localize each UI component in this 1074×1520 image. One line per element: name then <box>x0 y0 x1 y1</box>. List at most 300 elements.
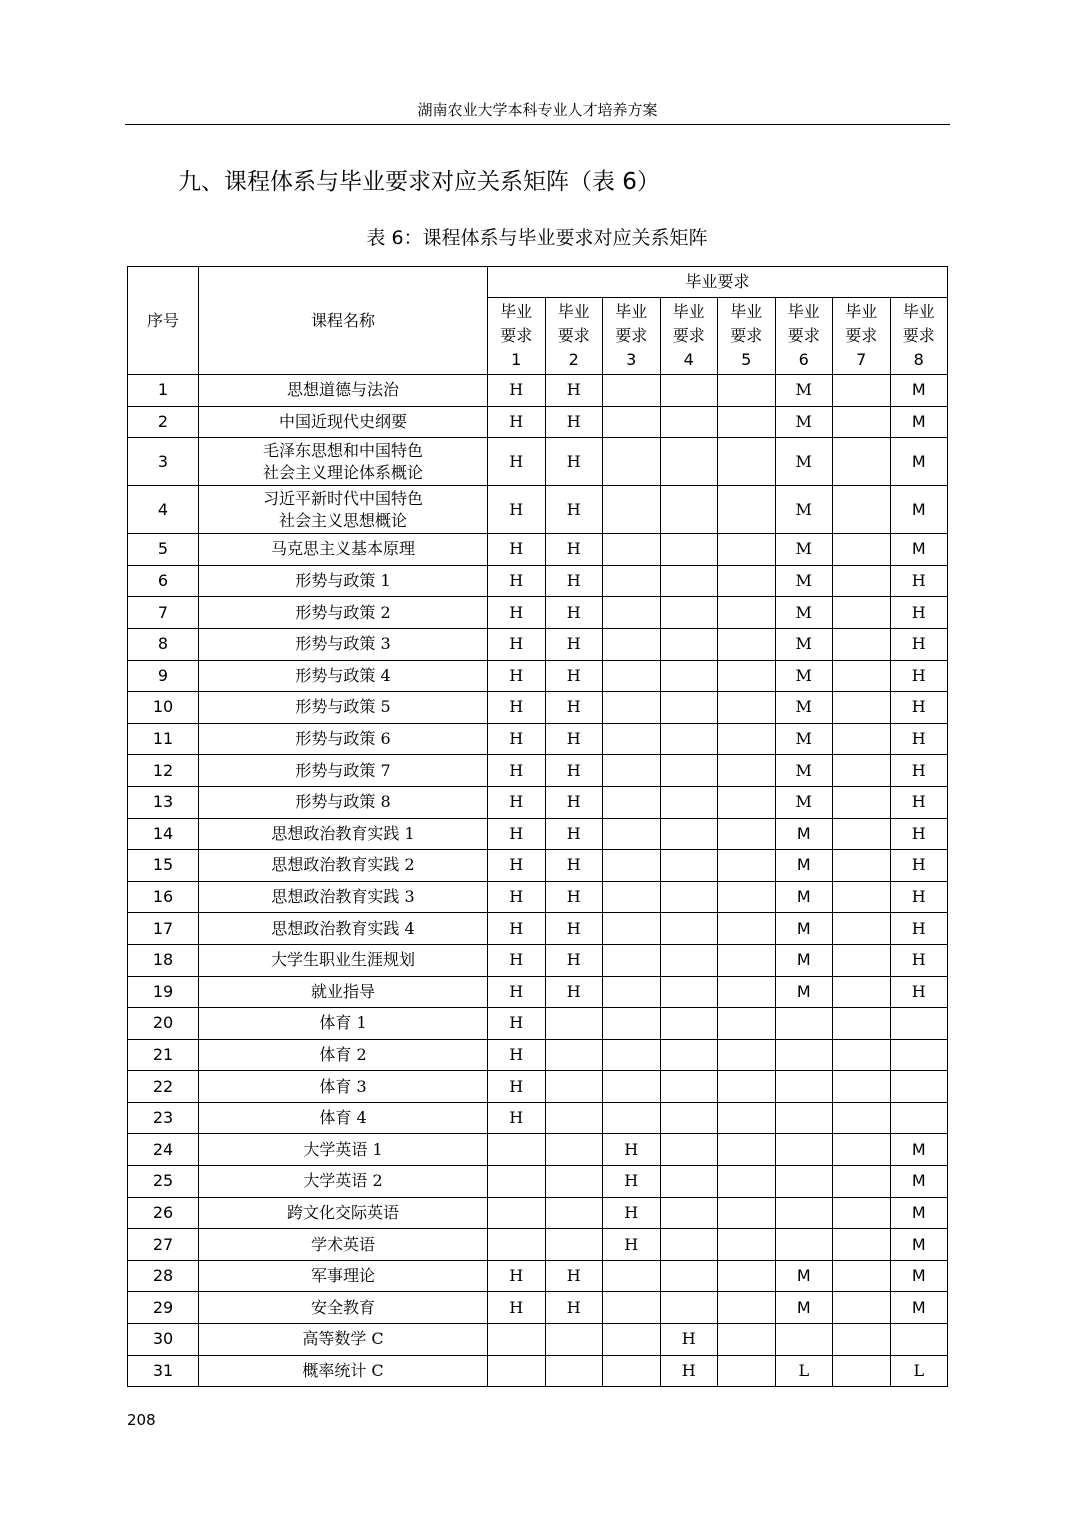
requirement-cell: H <box>488 755 546 787</box>
course-name <box>199 1166 488 1198</box>
requirement-cell <box>603 597 661 629</box>
requirement-cell <box>718 565 776 597</box>
table-row <box>128 1134 948 1166</box>
requirement-cell: M <box>775 406 833 438</box>
course-name <box>199 1324 488 1356</box>
course-name-line: 思想政治教育实践 4 <box>271 918 415 938</box>
requirement-cell <box>890 1324 948 1356</box>
requirement-cell: H <box>890 976 948 1008</box>
requirement-cell <box>890 1102 948 1134</box>
row-index: 20 <box>128 1008 199 1040</box>
course-name-line: 体育 2 <box>319 1044 367 1064</box>
requirement-cell: L <box>890 1355 948 1387</box>
requirement-cell <box>660 786 718 818</box>
running-header: 湖南农业大学本科专业人才培养方案 <box>125 100 950 125</box>
requirement-cell <box>775 1008 833 1040</box>
course-name <box>199 723 488 755</box>
course-name-line: 概率统计 C <box>302 1360 384 1380</box>
requirement-cell: H <box>488 660 546 692</box>
requirement-cell <box>603 1008 661 1040</box>
requirement-cell: H <box>545 850 603 882</box>
requirement-cell <box>660 1071 718 1103</box>
requirement-cell: M <box>890 375 948 407</box>
row-index: 2 <box>128 406 199 438</box>
course-name <box>199 692 488 724</box>
requirement-cell <box>833 850 891 882</box>
requirement-cell <box>603 406 661 438</box>
requirement-cell: M <box>775 486 833 534</box>
requirement-cell: H <box>890 692 948 724</box>
requirement-cell: M <box>890 1197 948 1229</box>
requirement-cell: M <box>890 1292 948 1324</box>
course-name-line: 形势与政策 7 <box>295 760 391 780</box>
requirements-matrix-table <box>127 266 948 1387</box>
course-name-line: 形势与政策 1 <box>295 571 391 591</box>
requirement-cell <box>603 944 661 976</box>
course-name <box>199 944 488 976</box>
requirement-cell <box>833 1355 891 1387</box>
requirement-cell: M <box>775 913 833 945</box>
requirement-cell <box>603 1355 661 1387</box>
course-name <box>199 438 488 486</box>
requirement-cell: M <box>775 818 833 850</box>
requirement-cell: H <box>603 1197 661 1229</box>
requirement-cell <box>603 438 661 486</box>
course-name <box>199 1008 488 1040</box>
requirement-cell <box>545 1071 603 1103</box>
requirement-cell <box>545 1039 603 1071</box>
requirement-label: 毕业 <box>500 302 533 321</box>
requirement-cell <box>660 881 718 913</box>
requirement-cell <box>833 1071 891 1103</box>
requirement-cell: H <box>890 818 948 850</box>
requirement-number: 7 <box>856 350 867 369</box>
row-index: 18 <box>128 944 199 976</box>
requirement-label: 毕业 <box>557 302 590 321</box>
requirement-cell <box>775 1134 833 1166</box>
row-index: 24 <box>128 1134 199 1166</box>
table-row <box>128 1008 948 1040</box>
requirement-cell: H <box>488 534 546 566</box>
table-row <box>128 850 948 882</box>
row-index: 17 <box>128 913 199 945</box>
requirement-cell: H <box>890 944 948 976</box>
requirement-cell <box>718 1292 776 1324</box>
requirement-cell <box>718 1324 776 1356</box>
course-name <box>199 660 488 692</box>
requirement-cell: M <box>775 534 833 566</box>
table-row <box>128 565 948 597</box>
course-name <box>199 976 488 1008</box>
requirement-cell <box>833 1229 891 1261</box>
course-name <box>199 486 488 534</box>
requirement-number: 8 <box>913 350 924 369</box>
course-name <box>199 628 488 660</box>
requirement-cell: M <box>775 755 833 787</box>
row-index: 1 <box>128 375 199 407</box>
col-header-requirement <box>775 298 833 375</box>
requirement-cell: M <box>775 786 833 818</box>
requirement-cell: M <box>775 944 833 976</box>
col-header-requirements: 毕业要求 <box>488 267 948 298</box>
requirement-cell <box>833 818 891 850</box>
requirement-cell <box>718 1039 776 1071</box>
row-index: 12 <box>128 755 199 787</box>
requirement-cell <box>660 534 718 566</box>
row-index: 21 <box>128 1039 199 1071</box>
course-name <box>199 1260 488 1292</box>
table-row <box>128 375 948 407</box>
course-name-line: 体育 3 <box>319 1076 367 1096</box>
requirement-cell <box>833 486 891 534</box>
matrix-body <box>128 375 948 1387</box>
requirement-cell <box>775 1229 833 1261</box>
requirement-cell <box>488 1324 546 1356</box>
requirement-label: 毕业 <box>615 302 648 321</box>
requirement-cell <box>603 1039 661 1071</box>
requirement-cell <box>660 660 718 692</box>
requirement-cell <box>545 1324 603 1356</box>
requirement-cell <box>833 375 891 407</box>
requirement-cell <box>718 628 776 660</box>
requirement-cell <box>603 1260 661 1292</box>
requirement-cell <box>603 850 661 882</box>
requirement-label: 要求 <box>902 326 935 345</box>
requirement-cell <box>545 1229 603 1261</box>
course-name-line: 形势与政策 8 <box>295 792 391 812</box>
requirement-cell <box>718 818 776 850</box>
course-name <box>199 1102 488 1134</box>
table-row <box>128 1039 948 1071</box>
requirement-cell <box>718 438 776 486</box>
requirement-cell: M <box>775 597 833 629</box>
requirement-cell <box>488 1134 546 1166</box>
requirement-cell: M <box>890 1260 948 1292</box>
requirement-number: 3 <box>626 350 637 369</box>
requirement-cell <box>660 1292 718 1324</box>
requirement-cell <box>488 1197 546 1229</box>
requirement-cell: H <box>488 1071 546 1103</box>
requirement-cell <box>718 1008 776 1040</box>
requirement-cell <box>603 1292 661 1324</box>
course-name-line: 形势与政策 4 <box>295 665 391 685</box>
requirement-cell: H <box>660 1355 718 1387</box>
requirement-cell: H <box>488 628 546 660</box>
requirement-cell <box>833 1008 891 1040</box>
requirement-cell <box>833 881 891 913</box>
requirement-cell <box>603 786 661 818</box>
table-row <box>128 597 948 629</box>
requirement-cell: H <box>488 881 546 913</box>
requirement-cell: M <box>775 976 833 1008</box>
requirement-cell <box>833 1039 891 1071</box>
requirement-cell <box>718 755 776 787</box>
table-row <box>128 692 948 724</box>
course-name-line: 体育 1 <box>319 1013 367 1033</box>
requirement-cell: H <box>545 755 603 787</box>
requirement-cell: H <box>890 850 948 882</box>
requirement-cell: M <box>890 406 948 438</box>
requirement-label: 要求 <box>615 326 648 345</box>
requirement-cell: M <box>775 438 833 486</box>
requirement-cell: M <box>775 692 833 724</box>
requirement-cell <box>660 1229 718 1261</box>
requirement-cell: H <box>488 597 546 629</box>
requirement-cell <box>660 1260 718 1292</box>
requirement-cell: H <box>545 692 603 724</box>
course-name <box>199 913 488 945</box>
row-index: 28 <box>128 1260 199 1292</box>
requirement-cell: H <box>545 786 603 818</box>
requirement-cell <box>833 944 891 976</box>
requirement-cell: M <box>775 375 833 407</box>
requirement-cell: H <box>545 534 603 566</box>
requirement-cell <box>718 850 776 882</box>
row-index: 9 <box>128 660 199 692</box>
requirement-number: 6 <box>798 350 809 369</box>
requirement-cell <box>775 1197 833 1229</box>
requirement-cell <box>603 976 661 1008</box>
row-index: 13 <box>128 786 199 818</box>
row-index: 5 <box>128 534 199 566</box>
requirement-cell: H <box>890 786 948 818</box>
requirement-cell <box>545 1134 603 1166</box>
course-name <box>199 1355 488 1387</box>
requirement-cell: M <box>890 534 948 566</box>
course-name-line: 习近平新时代中国特色 <box>262 488 423 508</box>
course-name-line: 思想政治教育实践 1 <box>271 823 415 843</box>
requirement-label: 要求 <box>730 326 763 345</box>
row-index: 29 <box>128 1292 199 1324</box>
requirement-cell: H <box>660 1324 718 1356</box>
requirement-label: 要求 <box>500 326 533 345</box>
requirement-cell: H <box>488 944 546 976</box>
requirement-cell <box>833 534 891 566</box>
row-index: 23 <box>128 1102 199 1134</box>
requirement-label: 毕业 <box>787 302 820 321</box>
course-name-line: 大学英语 2 <box>303 1171 383 1191</box>
requirement-cell <box>488 1355 546 1387</box>
requirement-cell <box>660 1102 718 1134</box>
requirement-cell <box>603 534 661 566</box>
row-index: 3 <box>128 438 199 486</box>
requirement-cell <box>603 913 661 945</box>
requirement-cell: H <box>488 786 546 818</box>
requirement-cell <box>718 913 776 945</box>
course-name-line: 安全教育 <box>310 1297 375 1317</box>
requirement-label: 要求 <box>672 326 705 345</box>
table-row <box>128 913 948 945</box>
course-name <box>199 881 488 913</box>
requirement-cell: H <box>488 375 546 407</box>
requirement-cell: M <box>775 565 833 597</box>
requirement-number: 2 <box>568 350 579 369</box>
requirement-cell: M <box>775 881 833 913</box>
col-header-requirement <box>545 298 603 375</box>
course-name-line: 思想政治教育实践 2 <box>271 855 415 875</box>
requirement-cell: H <box>545 597 603 629</box>
requirement-cell: H <box>545 818 603 850</box>
course-name-line: 社会主义理论体系概论 <box>262 462 423 482</box>
requirement-cell <box>718 692 776 724</box>
course-name <box>199 755 488 787</box>
course-name <box>199 850 488 882</box>
requirement-cell <box>718 723 776 755</box>
requirement-cell <box>660 850 718 882</box>
requirement-cell <box>718 1197 776 1229</box>
course-name-line: 跨文化交际英语 <box>286 1202 399 1222</box>
requirement-number: 1 <box>511 350 522 369</box>
requirement-cell: H <box>890 723 948 755</box>
table-row <box>128 1071 948 1103</box>
requirement-cell <box>718 534 776 566</box>
requirement-cell <box>660 406 718 438</box>
course-name-line: 大学英语 1 <box>303 1139 383 1159</box>
requirement-cell <box>603 755 661 787</box>
requirement-cell: H <box>545 486 603 534</box>
requirement-cell <box>833 723 891 755</box>
row-index: 19 <box>128 976 199 1008</box>
requirement-cell <box>833 976 891 1008</box>
requirement-cell: H <box>488 486 546 534</box>
course-name <box>199 1071 488 1103</box>
requirement-cell: H <box>545 628 603 660</box>
course-name-line: 形势与政策 5 <box>295 697 391 717</box>
requirement-cell <box>660 944 718 976</box>
requirement-cell <box>833 1134 891 1166</box>
requirement-cell: H <box>545 881 603 913</box>
requirement-cell: H <box>545 375 603 407</box>
requirement-cell <box>660 1134 718 1166</box>
requirement-cell <box>603 881 661 913</box>
table-row <box>128 818 948 850</box>
requirement-cell <box>603 723 661 755</box>
requirement-cell: H <box>488 1102 546 1134</box>
requirement-cell <box>775 1102 833 1134</box>
requirement-cell: H <box>488 406 546 438</box>
requirement-cell: H <box>488 1260 546 1292</box>
course-name-line: 就业指导 <box>310 981 375 1001</box>
requirement-label: 毕业 <box>902 302 935 321</box>
requirement-cell <box>718 976 776 1008</box>
table-row <box>128 406 948 438</box>
requirement-cell <box>660 692 718 724</box>
requirement-cell: H <box>488 1039 546 1071</box>
course-name-line: 毛泽东思想和中国特色 <box>262 440 423 460</box>
requirement-cell <box>660 438 718 486</box>
requirement-cell <box>833 660 891 692</box>
requirement-cell: M <box>775 660 833 692</box>
requirement-cell: H <box>890 597 948 629</box>
requirement-cell: H <box>545 976 603 1008</box>
requirement-cell: M <box>890 486 948 534</box>
requirement-cell <box>718 1229 776 1261</box>
row-index: 30 <box>128 1324 199 1356</box>
row-index: 6 <box>128 565 199 597</box>
course-name-line: 大学生职业生涯规划 <box>270 950 415 970</box>
requirement-cell <box>833 1197 891 1229</box>
requirement-cell <box>718 660 776 692</box>
course-name-line: 中国近现代史纲要 <box>278 411 407 431</box>
requirement-cell <box>718 786 776 818</box>
requirement-cell <box>545 1008 603 1040</box>
requirement-cell: H <box>488 818 546 850</box>
row-index: 25 <box>128 1166 199 1198</box>
requirement-cell: H <box>488 913 546 945</box>
table-row <box>128 723 948 755</box>
requirement-cell <box>718 1166 776 1198</box>
table-row <box>128 1324 948 1356</box>
requirement-cell: H <box>488 1292 546 1324</box>
requirement-cell <box>660 818 718 850</box>
requirement-number: 4 <box>683 350 694 369</box>
requirement-cell <box>660 486 718 534</box>
requirement-cell: H <box>545 565 603 597</box>
page-number: 208 <box>127 1411 156 1429</box>
table-row <box>128 438 948 486</box>
requirement-cell <box>660 565 718 597</box>
col-header-course: 课程名称 <box>199 267 488 375</box>
table-row <box>128 881 948 913</box>
requirement-cell: H <box>488 438 546 486</box>
requirement-cell <box>660 1039 718 1071</box>
requirement-cell <box>545 1355 603 1387</box>
requirement-cell <box>660 913 718 945</box>
course-name-line: 军事理论 <box>310 1266 375 1286</box>
course-name <box>199 406 488 438</box>
col-header-requirement <box>890 298 948 375</box>
requirement-cell <box>833 692 891 724</box>
requirement-cell: H <box>545 660 603 692</box>
requirement-cell: H <box>488 976 546 1008</box>
table-row <box>128 755 948 787</box>
requirement-cell: H <box>488 723 546 755</box>
row-index: 26 <box>128 1197 199 1229</box>
requirement-cell <box>718 1260 776 1292</box>
row-index: 7 <box>128 597 199 629</box>
course-name <box>199 818 488 850</box>
table-row <box>128 628 948 660</box>
course-name-line: 马克思主义基本原理 <box>270 539 415 559</box>
requirement-cell <box>775 1071 833 1103</box>
row-index: 14 <box>128 818 199 850</box>
requirement-cell <box>890 1071 948 1103</box>
requirement-cell <box>603 628 661 660</box>
requirement-cell: H <box>545 438 603 486</box>
requirement-cell: H <box>545 1260 603 1292</box>
course-name <box>199 534 488 566</box>
requirement-cell: H <box>890 755 948 787</box>
requirement-cell: H <box>603 1229 661 1261</box>
requirement-cell <box>775 1039 833 1071</box>
col-header-requirement <box>718 298 776 375</box>
requirement-cell <box>833 1260 891 1292</box>
course-name-line: 思想政治教育实践 3 <box>271 887 415 907</box>
row-index: 8 <box>128 628 199 660</box>
course-name <box>199 597 488 629</box>
col-header-requirement <box>660 298 718 375</box>
requirement-cell: M <box>775 1292 833 1324</box>
requirement-label: 毕业 <box>730 302 763 321</box>
requirement-cell: H <box>603 1134 661 1166</box>
requirement-cell: H <box>545 913 603 945</box>
requirement-cell: H <box>890 881 948 913</box>
requirement-cell: M <box>775 1260 833 1292</box>
requirement-cell: H <box>890 913 948 945</box>
course-name <box>199 565 488 597</box>
table-row <box>128 786 948 818</box>
requirement-cell <box>660 1166 718 1198</box>
